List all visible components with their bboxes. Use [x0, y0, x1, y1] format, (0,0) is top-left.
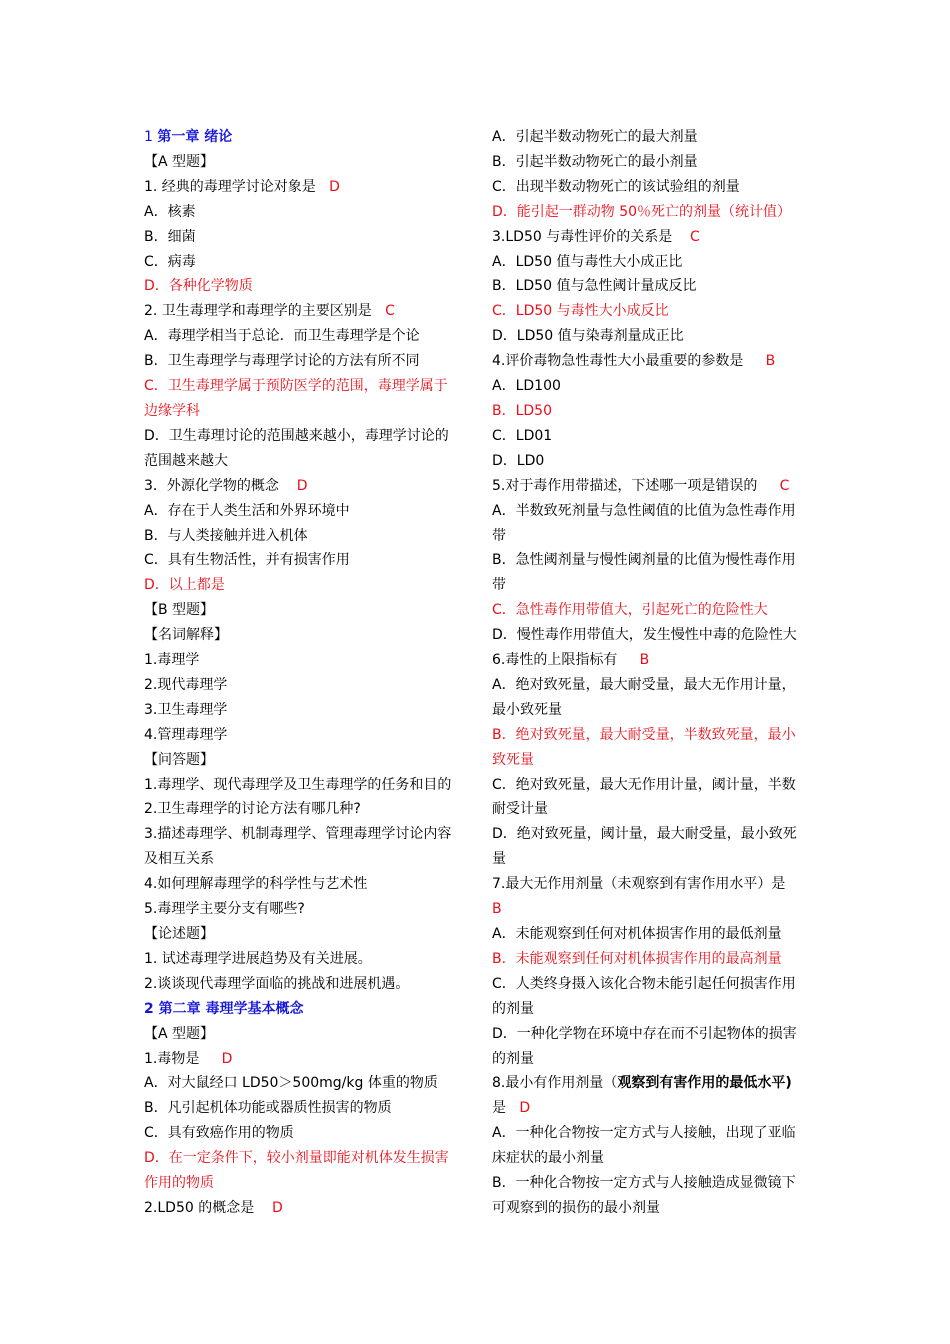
line-text: 3．外源化学物的概念	[144, 477, 297, 494]
text-line	[492, 1146, 810, 1171]
line-text: 床症状的最小剂量	[492, 1150, 604, 1167]
line-text: B．LD50 值与急性阈计量成反比	[492, 278, 697, 295]
text-line	[144, 250, 462, 275]
line-text: C．绝对致死量，最大无作用计量，阈计量，半数	[492, 776, 796, 793]
text-line	[492, 1171, 810, 1196]
text-line	[144, 225, 462, 250]
line-text: 及相互关系	[144, 851, 214, 868]
answer-text: D	[519, 1100, 531, 1117]
line-text: 量	[492, 851, 506, 868]
line-text: 4.管理毒理学	[144, 726, 228, 743]
answer-text: B．未能观察到任何对机体损害作用的最高剂量	[492, 950, 782, 967]
line-text: B．一种化合物按一定方式与人接触造成显微镜下	[492, 1175, 796, 1192]
answer-text: B	[492, 901, 502, 918]
text-line	[144, 1096, 462, 1121]
line-text: A．绝对致死量，最大耐受量，最大无作用计量，	[492, 676, 796, 693]
line-text: D．绝对致死量，阈计量，最大耐受量，最小致死	[492, 826, 797, 843]
text-line	[492, 797, 810, 822]
text-line	[144, 947, 462, 972]
text-line	[144, 125, 462, 150]
text-line	[144, 274, 462, 299]
line-text: C．具有生物活性，并有损害作用	[144, 552, 350, 569]
text-line	[144, 1146, 462, 1171]
line-text: 2.现代毒理学	[144, 676, 228, 693]
line-text: 3.卫生毒理学	[144, 701, 228, 718]
answer-text: D．各种化学物质	[144, 278, 253, 295]
answer-text: C．急性毒作用带值大，引起死亡的危险性大	[492, 602, 768, 619]
line-text: 【名词解释】	[144, 627, 228, 644]
line-text: 2.LD50 的概念是	[144, 1199, 273, 1216]
answer-text: B．LD50	[492, 402, 552, 419]
line-text: 5.毒理学主要分支有哪些?	[144, 901, 305, 918]
text-line	[492, 698, 810, 723]
text-line	[144, 573, 462, 598]
line-text: A．一种化合物按一定方式与人接触，出现了亚临	[492, 1125, 796, 1142]
text-line	[492, 773, 810, 798]
text-line	[144, 1171, 462, 1196]
text-line	[492, 1071, 810, 1096]
line-text: A．未能观察到任何对机体损害作用的最低剂量	[492, 926, 782, 942]
text-line	[144, 897, 462, 922]
text-line	[492, 200, 810, 225]
text-line	[144, 598, 462, 623]
text-line	[144, 349, 462, 374]
text-line	[492, 449, 810, 474]
text-line	[492, 1022, 810, 1047]
line-text: A．对大鼠经口 LD50＞500mg/kg 体重的物质	[144, 1075, 438, 1092]
text-line	[144, 449, 462, 474]
line-text: D．LD50 值与染毒剂量成正比	[492, 328, 684, 345]
text-line	[492, 1121, 810, 1146]
answer-text: C．卫生毒理学属于预防医学的范围，毒理学属于	[144, 378, 448, 395]
text-line	[144, 499, 462, 524]
text-line	[492, 872, 810, 897]
line-text: 1. 经典的毒理学讨论对象是	[144, 178, 330, 195]
text-line	[492, 150, 810, 175]
line-text: 耐受计量	[492, 801, 548, 818]
line-text: A．核素	[144, 203, 196, 220]
text-line	[144, 324, 462, 349]
text-line	[492, 997, 810, 1022]
text-line	[492, 648, 810, 673]
line-text: 7.最大无作用剂量（未观察到有害作用水平）是	[492, 876, 786, 893]
text-line	[144, 822, 462, 847]
line-text: 6.毒性的上限指标有	[492, 652, 640, 669]
text-line	[492, 598, 810, 623]
line-text: 8.最小有作用剂量（	[492, 1075, 618, 1092]
text-line	[144, 424, 462, 449]
line-text: B．引起半数动物死亡的最小剂量	[492, 153, 698, 170]
text-line	[144, 748, 462, 773]
answer-text: 致死量	[492, 751, 534, 768]
text-line	[492, 573, 810, 598]
answer-text: B	[639, 652, 650, 669]
text-line	[492, 748, 810, 773]
text-line	[492, 225, 810, 250]
text-line	[492, 1096, 810, 1121]
line-text: 1.毒物是	[144, 1050, 222, 1067]
left-column	[144, 125, 462, 1221]
line-text: 范围越来越大	[144, 452, 228, 469]
line-text: 1.毒理学	[144, 652, 200, 669]
text-line	[492, 175, 810, 200]
line-text: 2. 卫生毒理学和毒理学的主要区别是	[144, 303, 386, 320]
text-line	[492, 424, 810, 449]
line-text: A．存在于人类生活和外界环境中	[144, 502, 350, 519]
text-line	[492, 897, 810, 922]
line-text: A．LD100	[492, 378, 561, 395]
text-line	[492, 1196, 810, 1221]
text-line	[492, 250, 810, 275]
text-line	[144, 1047, 462, 1072]
answer-text: D．以上都是	[144, 577, 225, 594]
answer-text: 边缘学科	[144, 402, 200, 419]
line-text: A．引起半数动物死亡的最大剂量	[492, 129, 698, 145]
answer-text: D．能引起一群动物 50％死亡的剂量（统计值）	[492, 203, 792, 220]
answer-text: C	[690, 228, 700, 245]
line-text: 1. 试述毒理学进展趋势及有关进展。	[144, 950, 372, 967]
line-text: D．慢性毒作用带值大，发生慢性中毒的危险性大	[492, 627, 797, 644]
line-text: C．LD01	[492, 427, 553, 444]
chapter-number: 1	[144, 129, 158, 145]
text-line	[144, 673, 462, 698]
chapter-heading: 第一章 绪论	[157, 129, 233, 145]
right-column	[492, 125, 810, 1221]
text-line	[144, 648, 462, 673]
line-text: 最小致死量	[492, 701, 562, 718]
answer-text: D	[272, 1199, 283, 1216]
line-text: 4.评价毒物急性毒性大小最重要的参数是	[492, 353, 766, 370]
text-line	[144, 1071, 462, 1096]
line-text: A．LD50 值与毒性大小成正比	[492, 253, 683, 270]
text-line	[144, 797, 462, 822]
line-text: 【问答题】	[144, 751, 214, 768]
line-text: 2.卫生毒理学的讨论方法有哪几种?	[144, 801, 361, 818]
text-line	[144, 374, 462, 399]
text-line	[492, 1047, 810, 1072]
line-text: 的剂量	[492, 1050, 534, 1067]
text-line	[144, 997, 462, 1022]
text-line	[492, 847, 810, 872]
line-text: B．急性阈剂量与慢性阈剂量的比值为慢性毒作用	[492, 552, 796, 569]
line-text: C．病毒	[144, 253, 196, 270]
answer-text: 作用的物质	[144, 1175, 214, 1192]
text-line	[492, 349, 810, 374]
text-line	[492, 947, 810, 972]
text-line	[144, 399, 462, 424]
text-line	[144, 200, 462, 225]
text-line	[492, 524, 810, 549]
answer-text: D	[329, 178, 340, 195]
text-line	[492, 673, 810, 698]
line-text: C．人类终身摄入该化合物未能引起任何损害作用	[492, 975, 796, 992]
text-line	[492, 548, 810, 573]
line-text: C．出现半数动物死亡的该试验组的剂量	[492, 178, 740, 195]
answer-text: C	[779, 477, 790, 494]
line-text: A．毒理学相当于总论．而卫生毒理学是个论	[144, 328, 420, 345]
answer-text: D	[296, 477, 308, 494]
text-line	[492, 274, 810, 299]
line-text: D．LD0	[492, 452, 545, 469]
text-line	[144, 548, 462, 573]
text-line	[492, 499, 810, 524]
text-line	[492, 374, 810, 399]
line-text: B．与人类接触并进入机体	[144, 527, 308, 544]
text-line	[492, 125, 810, 150]
answer-text: D．在一定条件下，较小剂量即能对机体发生损害	[144, 1150, 449, 1167]
line-text: 带	[492, 577, 506, 594]
text-line	[492, 623, 810, 648]
text-line	[492, 474, 810, 499]
text-line	[492, 922, 810, 947]
line-text: C．具有致癌作用的物质	[144, 1125, 294, 1142]
text-line	[144, 723, 462, 748]
text-line	[144, 922, 462, 947]
text-line	[144, 150, 462, 175]
text-line	[144, 847, 462, 872]
text-line	[144, 1022, 462, 1047]
answer-text: B	[765, 353, 776, 370]
line-text: B．凡引起机体功能或器质性损害的物质	[144, 1100, 392, 1117]
line-text: D．一种化学物在环境中存在而不引起物体的损害	[492, 1025, 797, 1042]
line-text: 可观察到的损伤的最小剂量	[492, 1199, 660, 1216]
text-line	[144, 175, 462, 200]
line-text: 3.描述毒理学、机制毒理学、管理毒理学讨论内容	[144, 826, 452, 843]
line-text: 的剂量	[492, 1000, 534, 1017]
text-line	[144, 299, 462, 324]
line-text: 【论述题】	[144, 926, 214, 942]
text-line	[144, 474, 462, 499]
text-line	[144, 1196, 462, 1221]
line-text: 3.LD50 与毒性评价的关系是	[492, 228, 691, 245]
bold-text: 观察到有害作用的最低水平)	[617, 1075, 792, 1092]
line-text: 5.对于毒作用带描述，下述哪一项是错误的	[492, 477, 780, 494]
text-line	[492, 723, 810, 748]
text-line	[492, 822, 810, 847]
text-line	[492, 972, 810, 997]
line-text: 4.如何理解毒理学的科学性与艺术性	[144, 876, 368, 893]
text-line	[144, 623, 462, 648]
line-text: 是	[492, 1100, 520, 1117]
line-text: 【A 型题】	[144, 1025, 215, 1042]
text-line	[492, 324, 810, 349]
line-text: 带	[492, 527, 506, 544]
text-line	[144, 524, 462, 549]
line-text: 2.谈谈现代毒理学面临的挑战和进展机遇。	[144, 975, 410, 992]
line-text: B．细菌	[144, 228, 196, 245]
text-line	[144, 773, 462, 798]
text-line	[492, 299, 810, 324]
line-text: D．卫生毒理讨论的范围越来越小，毒理学讨论的	[144, 427, 449, 444]
text-line	[144, 698, 462, 723]
text-line	[492, 399, 810, 424]
chapter-heading: 2 第二章 毒理学基本概念	[144, 1000, 304, 1017]
text-line	[144, 872, 462, 897]
line-text: B．卫生毒理学与毒理学讨论的方法有所不同	[144, 353, 420, 370]
line-text: 【B 型题】	[144, 602, 215, 619]
line-text: 【A 型题】	[144, 153, 215, 170]
answer-text: C	[385, 303, 395, 320]
text-line	[144, 1121, 462, 1146]
line-text: A．半数致死剂量与急性阈值的比值为急性毒作用	[492, 502, 796, 519]
answer-text: C．LD50 与毒性大小成反比	[492, 303, 669, 320]
answer-text: D	[221, 1050, 233, 1067]
line-text: 1.毒理学、现代毒理学及卫生毒理学的任务和目的	[144, 776, 452, 793]
text-line	[144, 972, 462, 997]
answer-text: B．绝对致死量，最大耐受量，半数致死量，最小	[492, 726, 796, 743]
